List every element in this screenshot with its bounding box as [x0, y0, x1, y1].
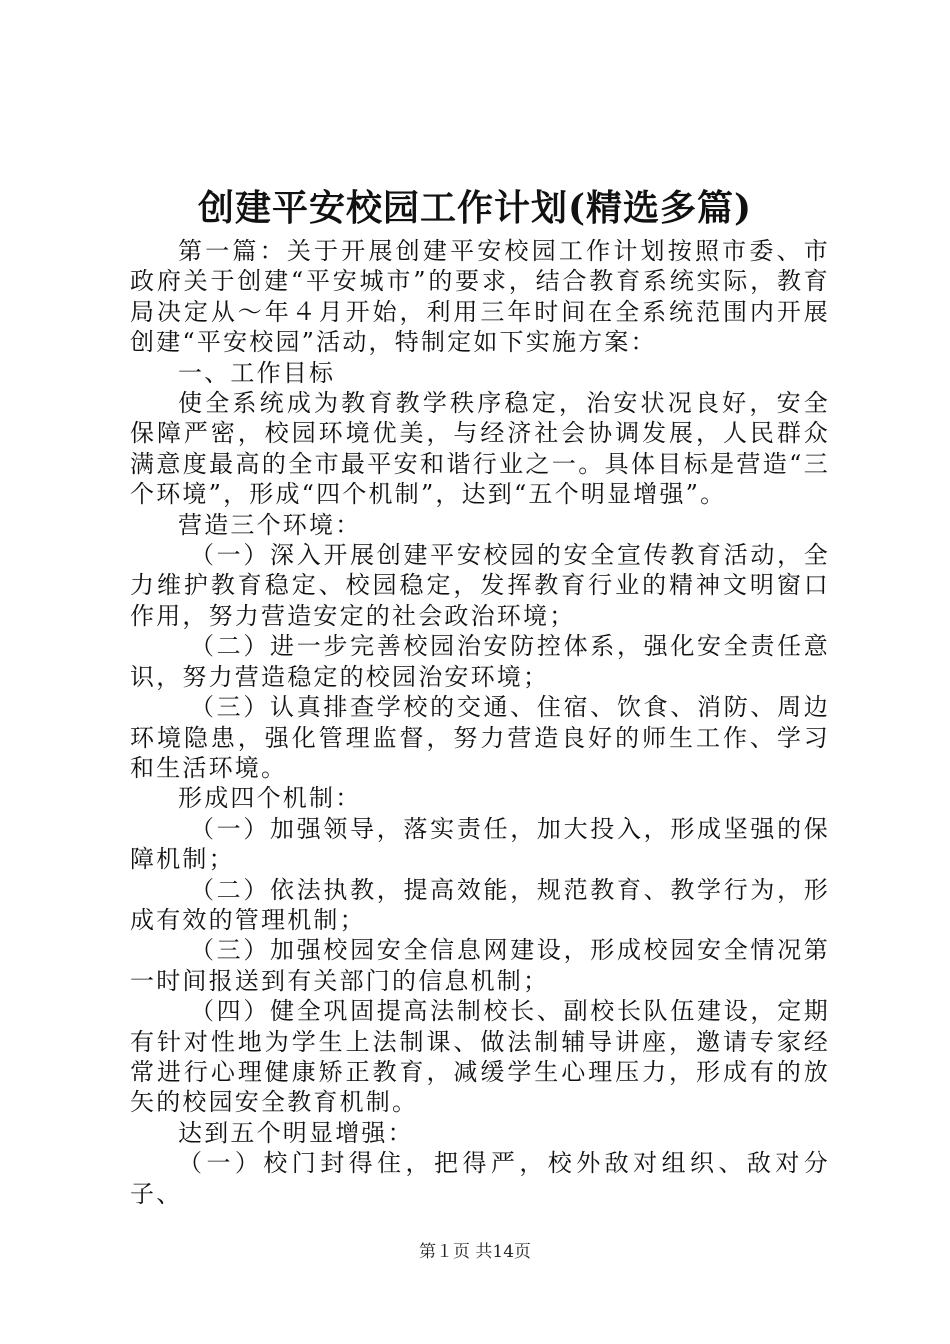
paragraph-goals: 使全系统成为教育教学秩序稳定，治安状况良好，安全保障严密，校园环境优美，与经济社会协调发展，人民群众满意度最高的全市最平安和谐行业之一。具体目标是营造“三个环境”，形成“四个机制”，达到“五个明显增强”。 [130, 389, 830, 509]
subheading-four-mechanisms: 形成四个机制： [178, 784, 362, 813]
subheading-five-enhancements: 达到五个明显增强： [178, 1118, 414, 1147]
list-item: （二）依法执教，提高效能，规范教育、教学行为，形成有效的管理机制； [130, 875, 830, 934]
list-item: （一）加强领导，落实责任，加大投入，形成坚强的保障机制； [130, 814, 830, 874]
paragraph-intro: 第一篇：关于开展创建平安校园工作计划按照市委、市政府关于创建“平安城市”的要求，结合教育系统实际，教育局决定从～年４月开始，利用三年时间在全系统范围内开展创建“平安校园”活动，特制定如下实施方案： [130, 237, 830, 357]
list-item: （四）健全巩固提高法制校长、副校长队伍建设，定期有针对性地为学生上法制课、做法制辅导讲座，邀请专家经常进行心理健康矫正教育，减缓学生心理压力，形成有的放矢的校园安全教育机制。 [130, 997, 830, 1117]
subheading-three-environments: 营造三个环境： [178, 510, 362, 539]
list-item: （三）加强校园安全信息网建设，形成校园安全情况第一时间报送到有关部门的信息机制； [130, 936, 830, 995]
list-item: （三）认真排查学校的交通、住宿、饮食、消防、周边环境隐患，强化管理监督，努力营造良好的师生工作、学习和生活环境。 [130, 693, 830, 782]
list-item: （一）校门封得住，把得严，校外敌对组织、敌对分子、 [130, 1149, 830, 1208]
list-item: （一）深入开展创建平安校园的安全宣传教育活动，全力维护教育稳定、校园稳定，发挥教育行业的精神文明窗口作用，努力营造安定的社会政治环境； [130, 541, 830, 630]
section-heading-goals: 一、工作目标 [178, 358, 336, 387]
document-body [130, 236, 830, 1209]
document-title: 创建平安校园工作计划(精选多篇) [197, 187, 753, 229]
page-number: 第１页 共14页 [418, 1242, 532, 1262]
list-item: （二）进一步完善校园治安防控体系，强化安全责任意识，努力营造稳定的校园治安环境； [130, 632, 830, 691]
